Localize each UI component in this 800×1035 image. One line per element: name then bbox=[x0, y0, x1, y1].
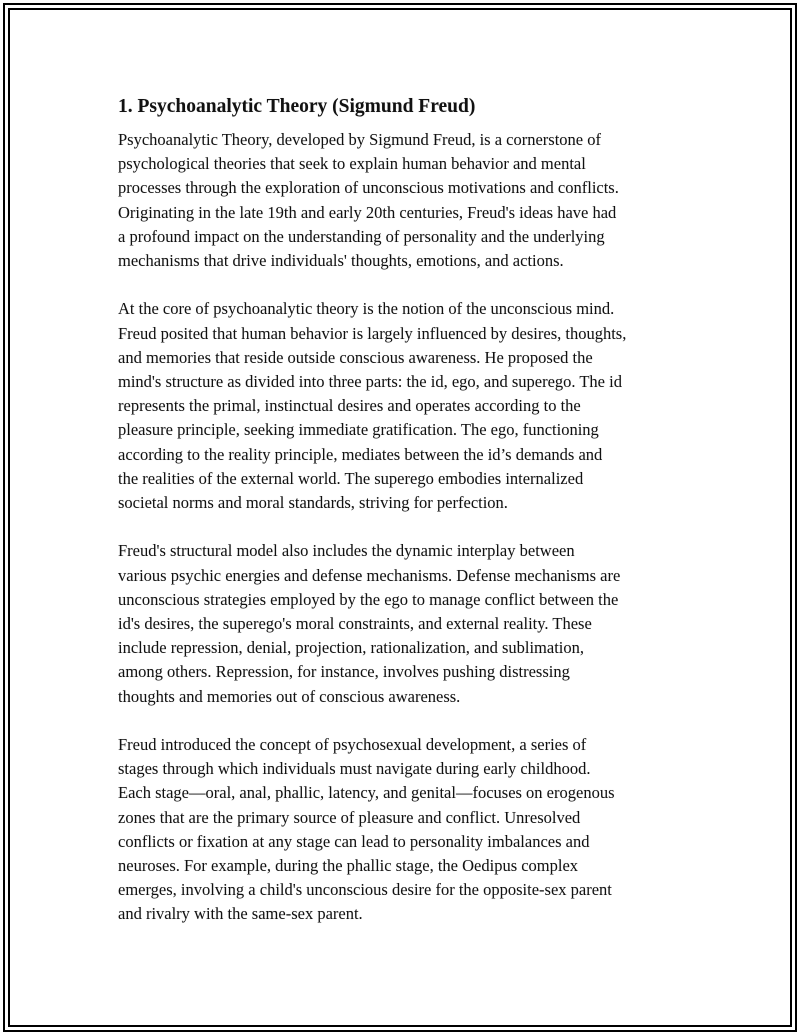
text-line: among others. Repression, for instance, involves pushing distressing bbox=[118, 662, 570, 682]
text-line: and memories that reside outside conscious awareness. He proposed the bbox=[118, 347, 593, 367]
document-body bbox=[118, 94, 688, 951]
text-line: psychological theories that seek to explain human behavior and mental bbox=[118, 154, 586, 174]
text-line: the realities of the external world. The superego embodies internalized bbox=[118, 468, 584, 488]
text-line: stages through which individuals must navigate during early childhood. bbox=[118, 759, 591, 779]
text-line: societal norms and moral standards, striving for perfection. bbox=[118, 493, 508, 513]
text-line: and rivalry with the same-sex parent. bbox=[118, 904, 363, 924]
paragraph-psychosexual-development bbox=[118, 733, 688, 927]
text-line: various psychic energies and defense mechanisms. Defense mechanisms are bbox=[118, 565, 621, 585]
text-line: neuroses. For example, during the phallic stage, the Oedipus complex bbox=[118, 856, 579, 876]
text-line: pleasure principle, seeking immediate gratification. The ego, functioning bbox=[118, 420, 599, 440]
text-line: include repression, denial, projection, rationalization, and sublimation, bbox=[118, 638, 584, 658]
text-line: Freud posited that human behavior is largely influenced by desires, thoughts, bbox=[118, 323, 627, 343]
text-line: mechanisms that drive individuals' thoughts, emotions, and actions. bbox=[118, 251, 564, 271]
text-line: thoughts and memories out of conscious awareness. bbox=[118, 686, 461, 706]
text-line: Each stage—oral, anal, phallic, latency, and genital—focuses on erogenous bbox=[118, 783, 615, 803]
text-line: At the core of psychoanalytic theory is the notion of the unconscious mind. bbox=[118, 299, 615, 319]
text-line: Freud introduced the concept of psychosexual development, a series of bbox=[118, 735, 587, 755]
text-line: unconscious strategies employed by the ego to manage conflict between the bbox=[118, 589, 619, 609]
paragraph-introduction bbox=[118, 128, 688, 273]
section-title: 1. Psychoanalytic Theory (Sigmund Freud) bbox=[118, 96, 476, 117]
text-line: represents the primal, instinctual desires and operates according to the bbox=[118, 396, 581, 416]
text-line: id's desires, the superego's moral constraints, and external reality. These bbox=[118, 614, 592, 634]
text-line: a profound impact on the understanding of personality and the underlying bbox=[118, 226, 605, 246]
text-line: according to the reality principle, mediates between the id’s demands and bbox=[118, 444, 603, 464]
text-line: Freud's structural model also includes the dynamic interplay between bbox=[118, 541, 575, 561]
text-line: mind's structure as divided into three parts: the id, ego, and superego. The id bbox=[118, 372, 622, 392]
paragraph-defense-mechanisms bbox=[118, 539, 688, 708]
text-line: Psychoanalytic Theory, developed by Sigmund Freud, is a cornerstone of bbox=[118, 130, 601, 149]
text-line: Originating in the late 19th and early 20th centuries, Freud's ideas have had bbox=[118, 202, 617, 222]
paragraph-unconscious-mind bbox=[118, 297, 688, 515]
text-line: emerges, involving a child's unconscious desire for the opposite-sex parent bbox=[118, 880, 612, 900]
text-line: conflicts or fixation at any stage can lead to personality imbalances and bbox=[118, 831, 590, 851]
text-line: zones that are the primary source of pleasure and conflict. Unresolved bbox=[118, 807, 581, 827]
text-line: processes through the exploration of unconscious motivations and conflicts. bbox=[118, 178, 619, 198]
